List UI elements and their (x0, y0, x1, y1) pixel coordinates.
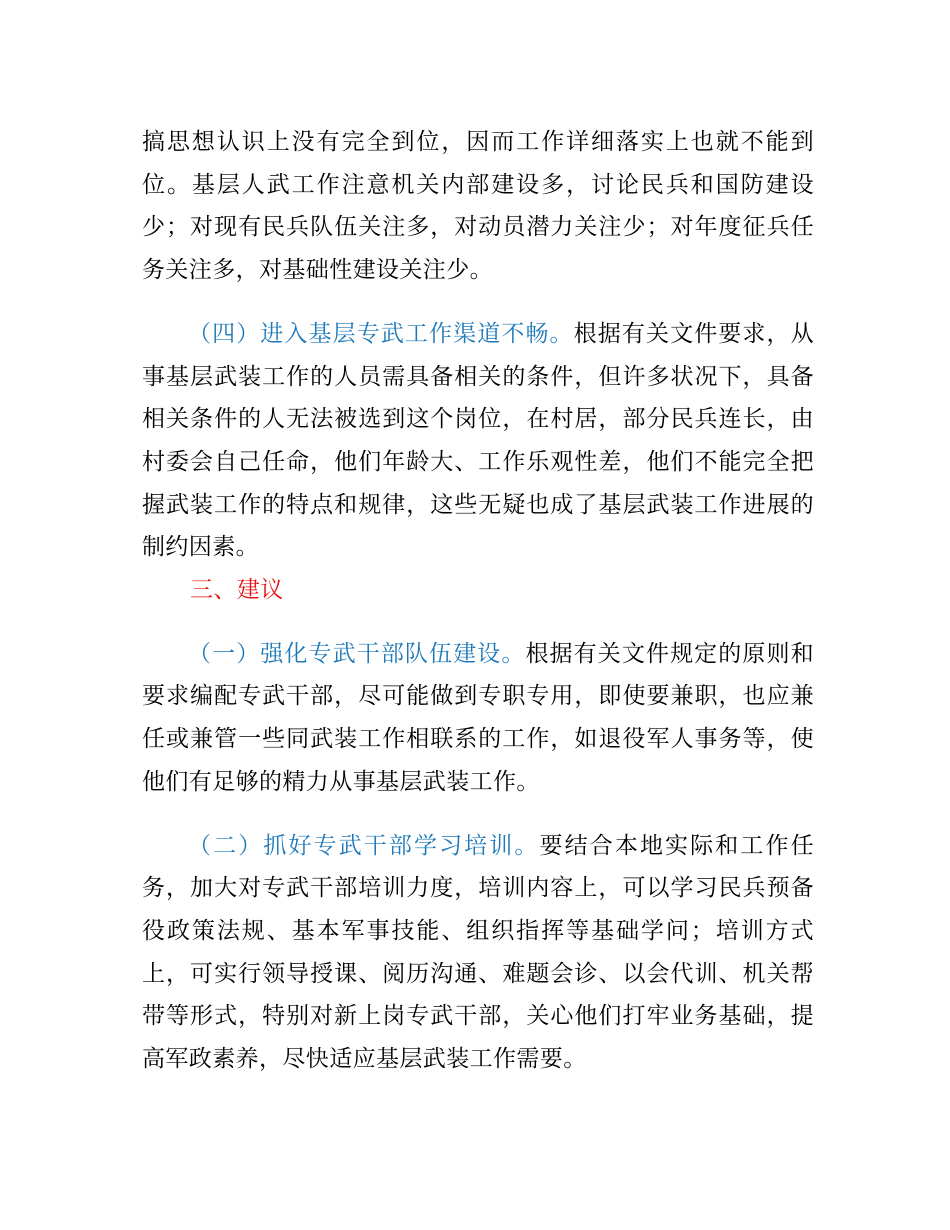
paragraph-text: 搞思想认识上没有完全到位，因而工作详细落实上也就不能到位。基层人武工作注意机关内部建设多，讨论民兵和国防建设少；对现有民兵队伍关注多，对动员潜力关注少；对年度征兵任务关注多，对基础性建设关注少。 (142, 129, 814, 284)
paragraph-section-4 (142, 313, 814, 569)
subheading-section-4: （四）进入基层专武工作渠道不畅。 (188, 320, 574, 347)
section-heading: 三、建议 (190, 577, 284, 604)
subheading-suggestion-2: （二）抓好专武干部学习培训。 (188, 832, 540, 859)
document-page (142, 121, 814, 1081)
paragraph-text: 根据有关文件要求，从事基层武装工作的人员需具备相关的条件，但许多状况下，具备相关条件的人无法被选到这个岗位，在村居，部分民兵连长，由村委会自己任命，他们年龄大、工作乐观性差，他们不能完全把握武装工作的特点和规律，这些无疑也成了基层武装工作进展的制约因素。 (142, 320, 815, 561)
paragraph-continuation (142, 121, 814, 292)
paragraph-suggestion-1 (142, 633, 814, 804)
paragraph-text: 要结合本地实际和工作任务，加大对专武干部培训力度，培训内容上，可以学习民兵预备役政策法规、基本军事技能、组织指挥等基础学问；培训方式上，可实行领导授课、阅历沟通、难题会诊、以会代训、机关帮带等形式，特别对新上岗专武干部，关心他们打牢业务基础，提高军政素养，尽快适应基层武装工作需要。 (142, 832, 814, 1073)
paragraph-suggestion-2 (142, 825, 814, 1081)
subheading-suggestion-1: （一）强化专武干部队伍建设。 (188, 640, 526, 667)
paragraph-text: 根据有关文件规定的原则和要求编配专武干部，尽可能做到专职专用，即使要兼职，也应兼任或兼管一些同武装工作相联系的工作，如退役军人事务等，使他们有足够的精力从事基层武装工作。 (142, 640, 814, 795)
